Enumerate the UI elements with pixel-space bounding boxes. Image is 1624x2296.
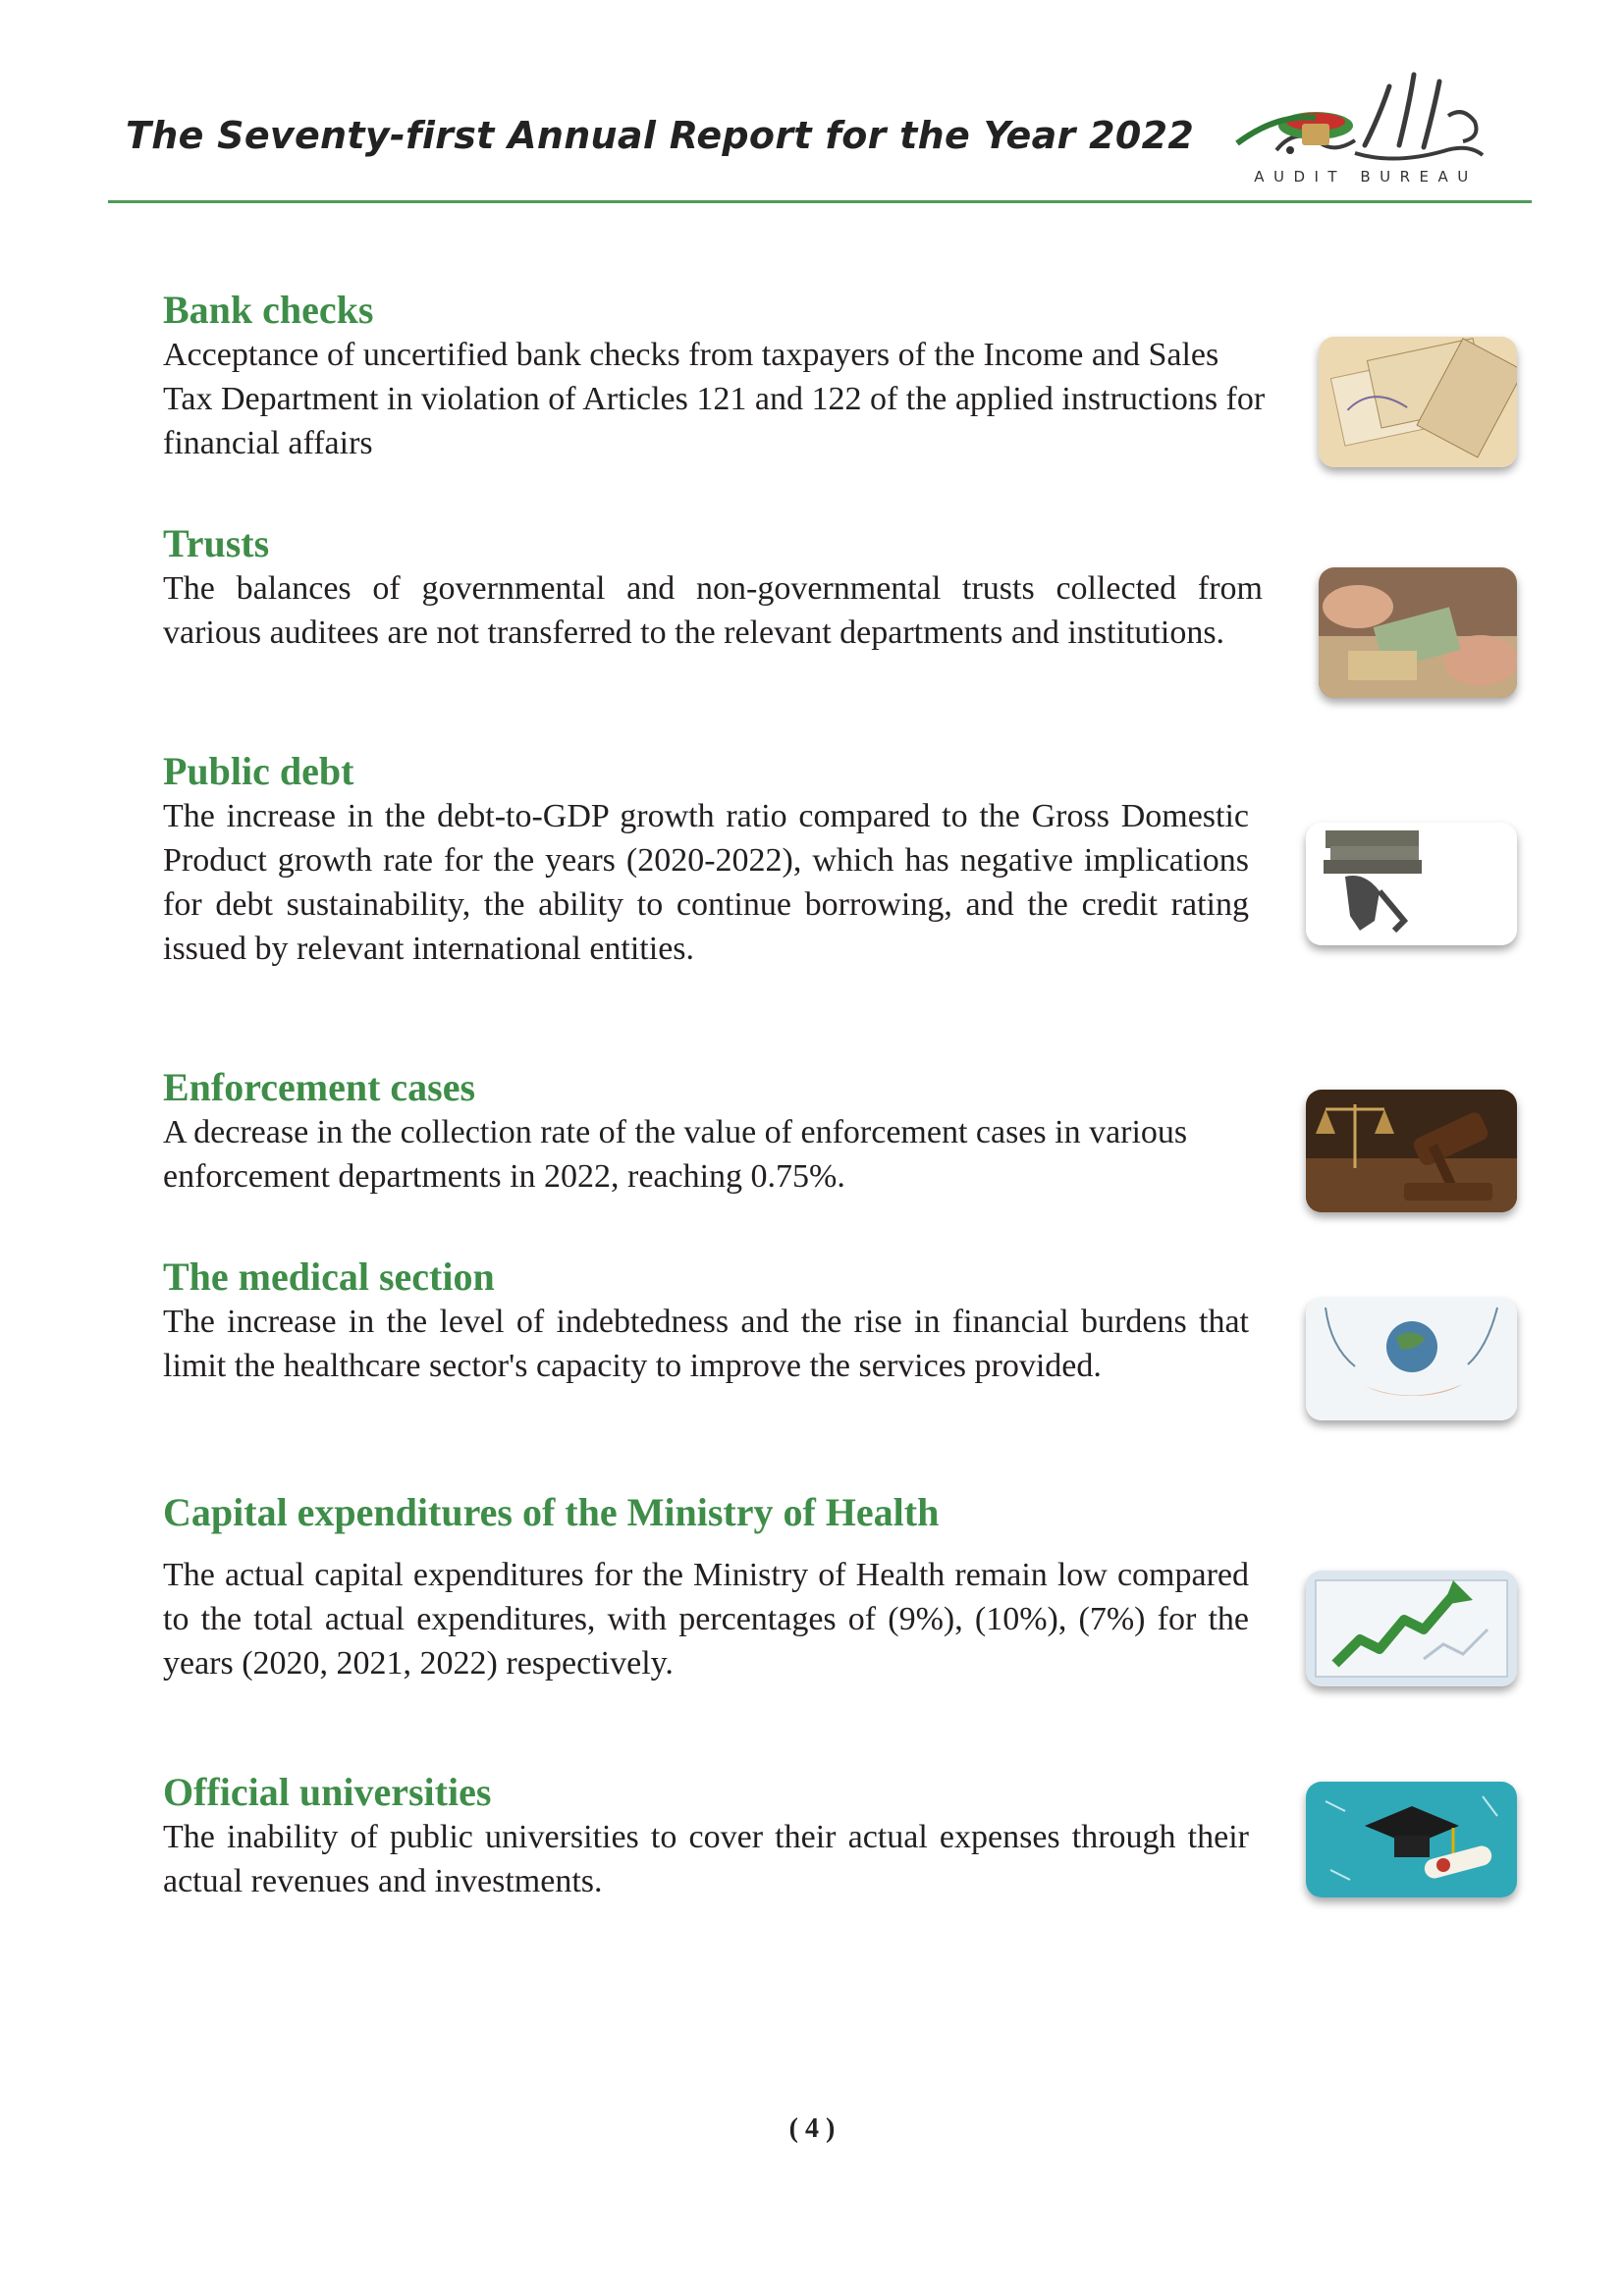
bank-checks-photo-icon — [1319, 337, 1517, 467]
header-divider — [108, 200, 1532, 203]
graduation-cap-photo-icon — [1306, 1782, 1517, 1897]
section-bank-checks — [163, 288, 1268, 465]
section-heading: Capital expenditures of the Ministry of Health — [163, 1490, 940, 1534]
logo-caption: AUDIT BUREAU — [1254, 168, 1478, 186]
section-body: The increase in the level of indebtedness and the rise in financial burdens that limit the healthcare sector's capacity to improve the services provided. — [163, 1304, 1249, 1384]
debt-burden-photo-icon — [1306, 823, 1517, 945]
section-body: A decrease in the collection rate of the value of enforcement cases in various enforcement departments in 2022, reaching 0.75%. — [163, 1114, 1188, 1195]
section-heading: Official universities — [163, 1770, 492, 1814]
section-body: The increase in the debt-to-GDP growth ratio compared to the Gross Domestic Product growth rate for the years (2020-2022), which has negative implications for debt sustainability, the ability to continue borrowing, and the credit rating issued by relevant international entities. — [163, 798, 1249, 967]
section-official-universities — [163, 1770, 1249, 1903]
section-body: The actual capital expenditures for the Ministry of Health remain low compared to the total actual expenditures, with percentages of (9%), (10%), (7%) for the years (2020, 2021, 2022) respectively. — [163, 1557, 1249, 1682]
section-heading: Public debt — [163, 749, 354, 793]
section-public-debt — [163, 749, 1249, 971]
money-exchange-photo-icon — [1319, 567, 1517, 698]
section-body: Acceptance of uncertified bank checks from taxpayers of the Income and Sales Tax Department in violation of Articles 121 and 122 of the applied instructions for financial affairs — [163, 337, 1266, 461]
section-trusts — [163, 521, 1263, 655]
medical-globe-photo-icon — [1306, 1298, 1517, 1420]
section-medical — [163, 1255, 1249, 1388]
growth-chart-photo-icon — [1306, 1571, 1517, 1686]
section-body: The balances of governmental and non-governmental trusts collected from various auditees are not transferred to the relevant departments and institutions. — [163, 570, 1263, 651]
section-heading: Trusts — [163, 521, 270, 565]
page-number: ( 4 ) — [788, 2113, 836, 2144]
section-heading: Enforcement cases — [163, 1065, 476, 1109]
section-capital-expenditures — [163, 1490, 1249, 1685]
report-title: The Seventy-first Annual Report for the Year 2022 — [126, 114, 1195, 157]
gavel-scales-photo-icon — [1306, 1090, 1517, 1212]
section-heading: Bank checks — [163, 288, 374, 332]
section-heading: The medical section — [163, 1255, 495, 1299]
section-enforcement-cases — [163, 1065, 1255, 1199]
section-body: The inability of public universities to cover their actual expenses through their actual revenues and investments. — [163, 1819, 1249, 1899]
